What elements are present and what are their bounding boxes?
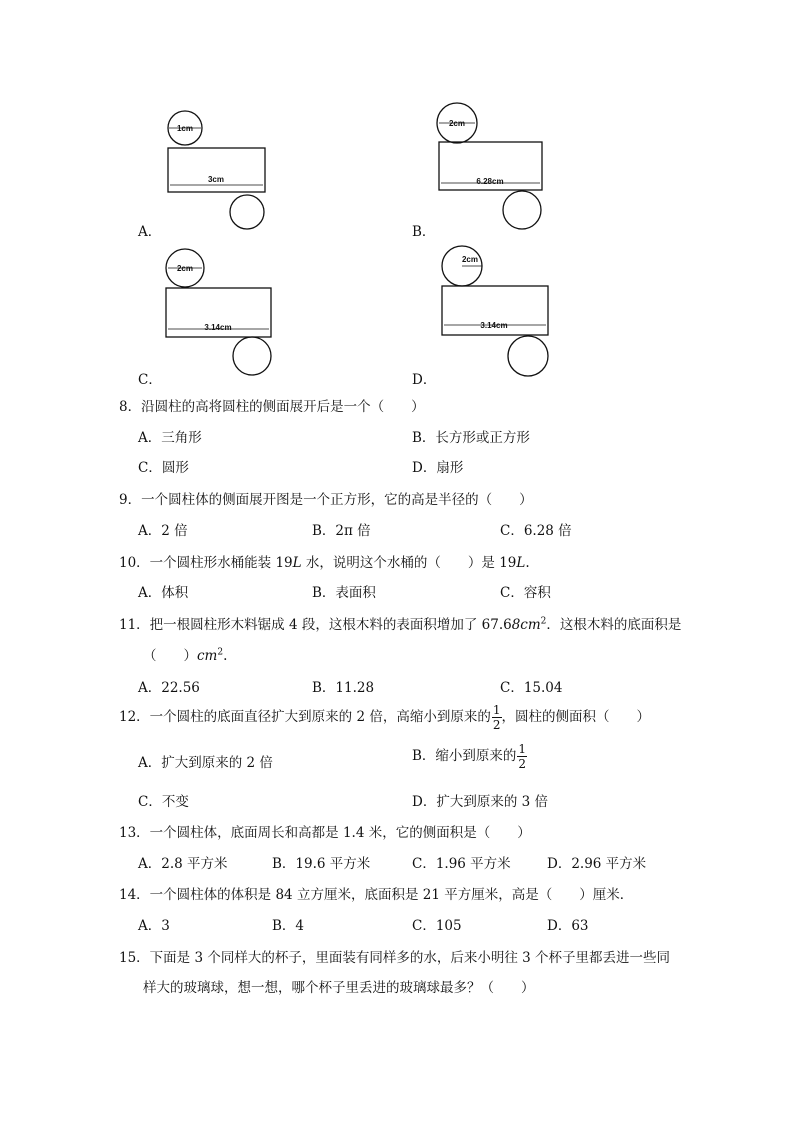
q9-option-b[interactable]: B．2π 倍 <box>312 523 371 539</box>
bottom-circle <box>233 337 271 375</box>
q10-option-c[interactable]: C．容积 <box>500 585 551 601</box>
rect-label: 3.14cm <box>204 323 232 332</box>
q7-option-b-letter[interactable]: B． <box>412 224 436 240</box>
q12-stem: 12．一个圆柱的底面直径扩大到原来的 2 倍，高缩小到原来的 $\frac{1}{2}$ ，圆柱的侧面积（ ） <box>119 703 650 732</box>
circle-label: 1cm <box>176 124 194 133</box>
circle-label: 2cm <box>448 119 466 128</box>
rect-label: 3cm <box>207 175 225 184</box>
q8-option-b[interactable]: B．长方形或正方形 <box>412 430 530 446</box>
bottom-circle <box>503 191 541 229</box>
q9-stem: 9．一个圆柱体的侧面展开图是一个正方形，它的高是半径的（ ） <box>119 492 533 508</box>
q7-option-c-letter[interactable]: C． <box>138 372 162 388</box>
bottom-circle <box>508 336 548 376</box>
q15-stem-line1: 15．下面是 3 个同样大的杯子，里面装有同样多的水，后来小明往 3 个杯子里都丢进一些同 <box>119 950 671 966</box>
q8-option-d[interactable]: D．扇形 <box>412 460 464 476</box>
q7-option-a-letter[interactable]: A． <box>138 224 162 240</box>
q11-option-a[interactable]: A．22.56 <box>138 680 200 696</box>
q13-option-c[interactable]: C．1.96 平方米 <box>412 856 511 872</box>
q7-option-b-figure[interactable] <box>432 100 552 235</box>
q11-stem-line2: （ ）$cm^2$. <box>143 647 228 664</box>
q14-option-c[interactable]: C．105 <box>412 918 462 934</box>
q8-stem: 8．沿圆柱的高将圆柱的侧面展开后是一个（ ） <box>119 399 425 415</box>
q7-option-a-figure[interactable] <box>160 108 270 233</box>
q14-stem: 14．一个圆柱体的体积是 84 立方厘米，底面积是 21 平方厘米，高是（ ）厘米． <box>119 887 634 903</box>
q11-option-c[interactable]: C．15.04 <box>500 680 563 696</box>
q9-option-c[interactable]: C．6.28 倍 <box>500 523 572 539</box>
q14-option-b[interactable]: B．4 <box>272 918 305 934</box>
q12-option-d[interactable]: D．扩大到原来的 3 倍 <box>412 794 548 810</box>
circle-label: 2cm <box>176 264 194 273</box>
q9-option-a[interactable]: A．2 倍 <box>138 523 188 539</box>
q15-stem-line2: 样大的玻璃球，想一想，哪个杯子里丢进的玻璃球最多？（ ） <box>143 980 535 996</box>
q13-option-b[interactable]: B．19.6 平方米 <box>272 856 371 872</box>
q7-option-c-figure[interactable] <box>160 248 280 383</box>
q8-option-a[interactable]: A．三角形 <box>138 430 202 446</box>
q10-option-b[interactable]: B．表面积 <box>312 585 376 601</box>
q12-option-a[interactable]: A．扩大到原来的 2 倍 <box>138 755 273 771</box>
bottom-circle <box>230 195 264 229</box>
q13-option-a[interactable]: A．2.8 平方米 <box>138 856 228 872</box>
q12-option-b[interactable]: B．缩小到原来的 $\frac{1}{2}$ <box>412 742 527 771</box>
fraction-one-half: $\frac{1}{2}$ <box>492 703 501 732</box>
rect-label: 3.14cm <box>480 321 508 330</box>
q14-option-a[interactable]: A．3 <box>138 918 170 934</box>
circle-label: 2cm <box>461 255 479 264</box>
q7-option-d-figure[interactable] <box>434 244 559 384</box>
rect-label: 6.28cm <box>476 177 504 186</box>
q8-option-c[interactable]: C．圆形 <box>138 460 189 476</box>
fraction-one-half: $\frac{1}{2}$ <box>518 742 527 771</box>
q13-stem: 13．一个圆柱体，底面周长和高都是 1.4 米，它的侧面积是（ ） <box>119 825 531 841</box>
q11-option-b[interactable]: B．11.28 <box>312 680 375 696</box>
q10-stem: 10．一个圆柱形水桶能装 19L 水，说明这个水桶的（ ）是 19L. <box>119 555 530 571</box>
q7-option-d-letter[interactable]: D． <box>412 372 437 388</box>
q10-option-a[interactable]: A．体积 <box>138 585 189 601</box>
q11-stem: 11．把一根圆柱形木料锯成 4 段，这根木料的表面积增加了 $67.68cm^2$．这根木料的底面积是 <box>119 616 682 633</box>
q14-option-d[interactable]: D．63 <box>547 918 589 934</box>
q12-option-c[interactable]: C．不变 <box>138 794 189 810</box>
q13-option-d[interactable]: D．2.96 平方米 <box>547 856 647 872</box>
